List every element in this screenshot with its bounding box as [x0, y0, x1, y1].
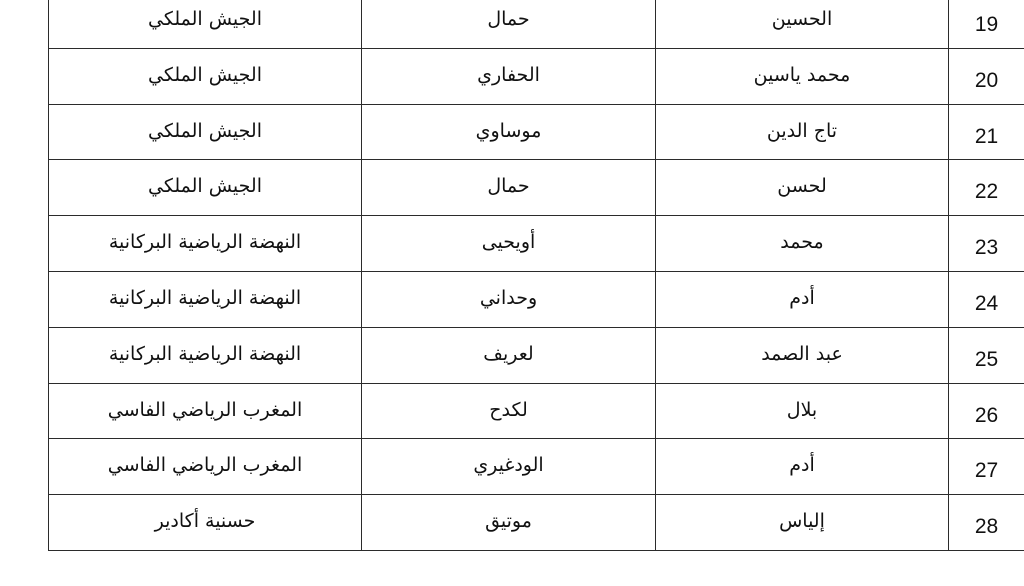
first-name-text: محمد ياسين — [753, 63, 851, 86]
last-name-cell — [362, 216, 656, 272]
last-name-cell — [362, 383, 656, 439]
first-name-cell — [656, 0, 949, 48]
row-number-text: 19 — [974, 13, 999, 36]
row-number-text: 20 — [974, 68, 999, 92]
last-name-cell — [362, 104, 656, 160]
table-row — [49, 216, 1024, 272]
row-number-cell — [949, 0, 1024, 48]
last-name-cell — [362, 327, 656, 383]
club-cell — [49, 327, 362, 383]
last-name-text: موساوي — [475, 119, 542, 142]
club-text: حسنية أكادير — [154, 510, 256, 533]
first-name-cell — [656, 383, 949, 439]
row-number-cell — [949, 383, 1024, 439]
row-number-text: 28 — [974, 515, 999, 539]
first-name-text: محمد — [780, 231, 824, 254]
table-row — [49, 0, 1024, 48]
table-row — [49, 439, 1024, 495]
row-number-text: 26 — [974, 403, 999, 427]
club-text: النهضة الرياضية البركانية — [108, 342, 302, 365]
club-text: الجيش الملكي — [148, 119, 262, 142]
club-cell — [49, 0, 362, 48]
row-number-text: 27 — [974, 459, 999, 483]
last-name-text: وحداني — [479, 286, 538, 309]
table-row — [49, 48, 1024, 104]
club-cell — [49, 383, 362, 439]
last-name-cell — [362, 495, 656, 551]
last-name-cell — [362, 0, 656, 48]
club-cell — [49, 104, 362, 160]
club-cell — [49, 439, 362, 495]
last-name-text: لعريف — [483, 342, 534, 365]
first-name-text: إلياس — [779, 510, 825, 533]
last-name-cell — [362, 48, 656, 104]
club-text: المغرب الرياضي الفاسي — [107, 454, 303, 477]
last-name-text: الودغيري — [473, 454, 544, 477]
row-number-cell — [949, 495, 1024, 551]
table-row — [49, 271, 1024, 327]
club-cell — [49, 216, 362, 272]
club-cell — [49, 48, 362, 104]
last-name-cell — [362, 160, 656, 216]
row-number-cell — [949, 271, 1024, 327]
table-row — [49, 383, 1024, 439]
first-name-cell — [656, 271, 949, 327]
last-name-text: حمال — [487, 175, 530, 198]
club-cell — [49, 271, 362, 327]
last-name-text: لكدح — [489, 398, 528, 421]
first-name-cell — [656, 216, 949, 272]
last-name-text: حمال — [487, 8, 530, 30]
club-text: المغرب الرياضي الفاسي — [107, 398, 303, 421]
first-name-cell — [656, 439, 949, 495]
row-number-text: 22 — [974, 180, 999, 204]
first-name-cell — [656, 327, 949, 383]
row-number-text: 21 — [974, 124, 999, 148]
row-number-cell — [949, 327, 1024, 383]
row-number-cell — [949, 160, 1024, 216]
first-name-text: الحسين — [771, 8, 833, 30]
first-name-text: تاج الدين — [766, 119, 838, 142]
last-name-cell — [362, 439, 656, 495]
club-text: الجيش الملكي — [148, 8, 262, 30]
player-roster-table — [48, 0, 1024, 551]
last-name-text: الحفاري — [477, 63, 540, 86]
row-number-cell — [949, 216, 1024, 272]
last-name-text: أويحيى — [481, 231, 536, 254]
table-row — [49, 327, 1024, 383]
roster-table-body — [49, 0, 1024, 550]
row-number-text: 24 — [974, 291, 999, 315]
table-row — [49, 160, 1024, 216]
last-name-text: موتيق — [485, 510, 532, 533]
first-name-text: أدم — [789, 454, 815, 477]
first-name-cell — [656, 495, 949, 551]
club-cell — [49, 160, 362, 216]
club-text: الجيش الملكي — [148, 63, 262, 86]
first-name-text: لحسن — [777, 175, 827, 198]
row-number-cell — [949, 48, 1024, 104]
row-number-cell — [949, 104, 1024, 160]
first-name-text: عبد الصمد — [761, 342, 843, 365]
table-row — [49, 495, 1024, 551]
first-name-text: بلال — [786, 398, 818, 421]
club-text: النهضة الرياضية البركانية — [108, 231, 302, 254]
club-text: الجيش الملكي — [148, 175, 262, 198]
club-cell — [49, 495, 362, 551]
first-name-cell — [656, 48, 949, 104]
first-name-cell — [656, 104, 949, 160]
club-text: النهضة الرياضية البركانية — [108, 286, 302, 309]
table-row — [49, 104, 1024, 160]
row-number-cell — [949, 439, 1024, 495]
last-name-cell — [362, 271, 656, 327]
first-name-cell — [656, 160, 949, 216]
row-number-text: 23 — [974, 236, 999, 260]
first-name-text: أدم — [789, 286, 815, 309]
row-number-text: 25 — [974, 347, 999, 371]
